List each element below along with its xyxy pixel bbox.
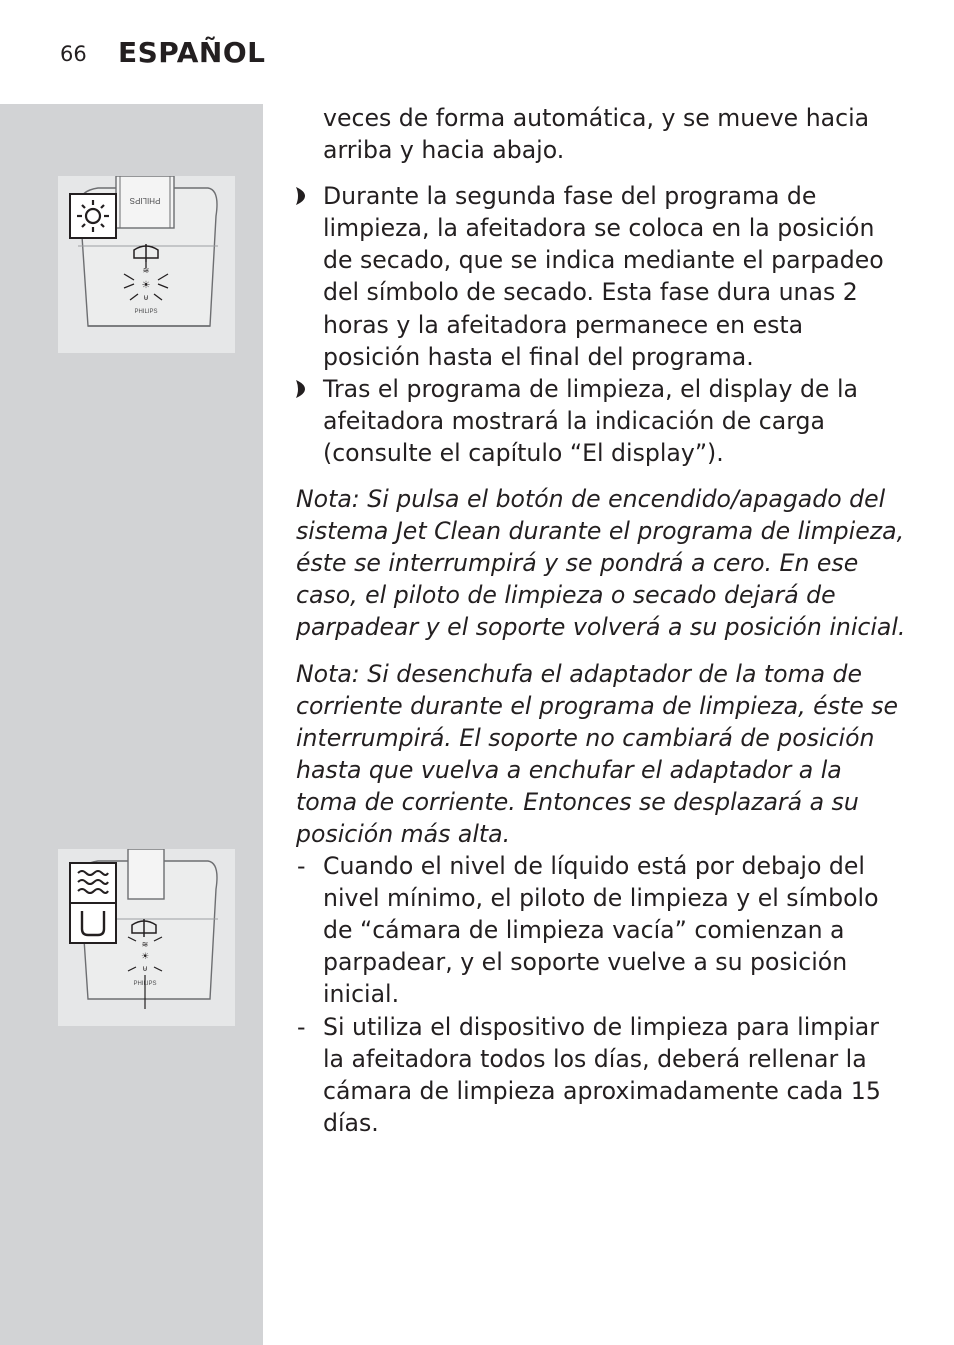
figure-empty-chamber: [58, 849, 235, 1026]
note-paragraph: Nota: Si pulsa el botón de encendido/apagado del sistema Jet Clean durante el programa de limpieza, éste se interrumpirá y se pondrá a cero. En ese caso, el piloto de limpieza o secado dejará de parpadear y el soporte volverá a su posición inicial.: [296, 485, 906, 642]
section-title: ESPAÑOL: [118, 36, 266, 69]
page-number: 66: [60, 42, 87, 66]
continuation-paragraph: veces de forma automática, y se mueve hacia arriba y hacia abajo.: [323, 104, 870, 165]
brand-label: PHILIPS: [133, 981, 157, 987]
liquid-waves-icon: [70, 863, 116, 903]
svg-text:≋: ≋: [142, 266, 150, 275]
cleaning-system-illustration: [58, 176, 235, 353]
dash-text: Si utiliza el dispositivo de limpieza para limpiar la afeitadora todos los días, deberá rellenar la cámara de limpieza aproximadamente cada 15 días.: [323, 1012, 881, 1137]
empty-chamber-icon: [70, 903, 116, 943]
brand-mirrored: PHILIPS: [129, 196, 161, 205]
list-item: [296, 1011, 906, 1139]
svg-text:☀: ☀: [141, 280, 151, 291]
svg-text:≋: ≋: [141, 940, 149, 949]
bullet-marker-icon: [296, 380, 305, 398]
dash-text: Cuando el nivel de líquido está por debajo del nivel mínimo, el piloto de limpieza y el símbolo de “cámara de limpieza vacía” comienzan a parpadear, y el soporte vuelve a su posición inicial.: [323, 852, 879, 1009]
cleaning-system-illustration: [58, 849, 235, 1026]
bullet-text: Tras el programa de limpieza, el display de la afeitadora mostrará la indicación de carga (consulte el capítulo “El display”).: [323, 374, 858, 467]
dash-marker: -: [297, 1012, 306, 1041]
drying-sun-icon: [70, 194, 116, 238]
svg-text:⊍: ⊍: [142, 964, 148, 973]
bullet-text: Durante la segunda fase del programa de limpieza, la afeitadora se coloca en la posición de secado, que se indica mediante el parpadeo del símbolo de secado. Esta fase dura unas 2 horas y la afeitadora permanece en esta posición hasta el final del programa.: [323, 182, 884, 371]
main-text: [296, 102, 906, 1139]
svg-text:☀: ☀: [140, 952, 150, 962]
note-paragraph: Nota: Si desenchufa el adaptador de la toma de corriente durante el programa de limpieza, éste se interrumpirá. El soporte no cambiará de posición hasta que vuelva a enchufar el adaptador a la toma de corriente. Entonces se desplazará a su posición más alta.: [296, 659, 899, 848]
list-item: [296, 180, 906, 373]
bullet-list: [296, 180, 906, 469]
brand-label: PHILIPS: [134, 309, 158, 315]
list-item: [296, 850, 906, 1010]
dash-marker: -: [297, 852, 306, 881]
list-item: [296, 373, 906, 469]
figure-drying-phase: [58, 176, 235, 353]
svg-text:⊍: ⊍: [143, 293, 149, 302]
bullet-marker-icon: [296, 187, 305, 205]
